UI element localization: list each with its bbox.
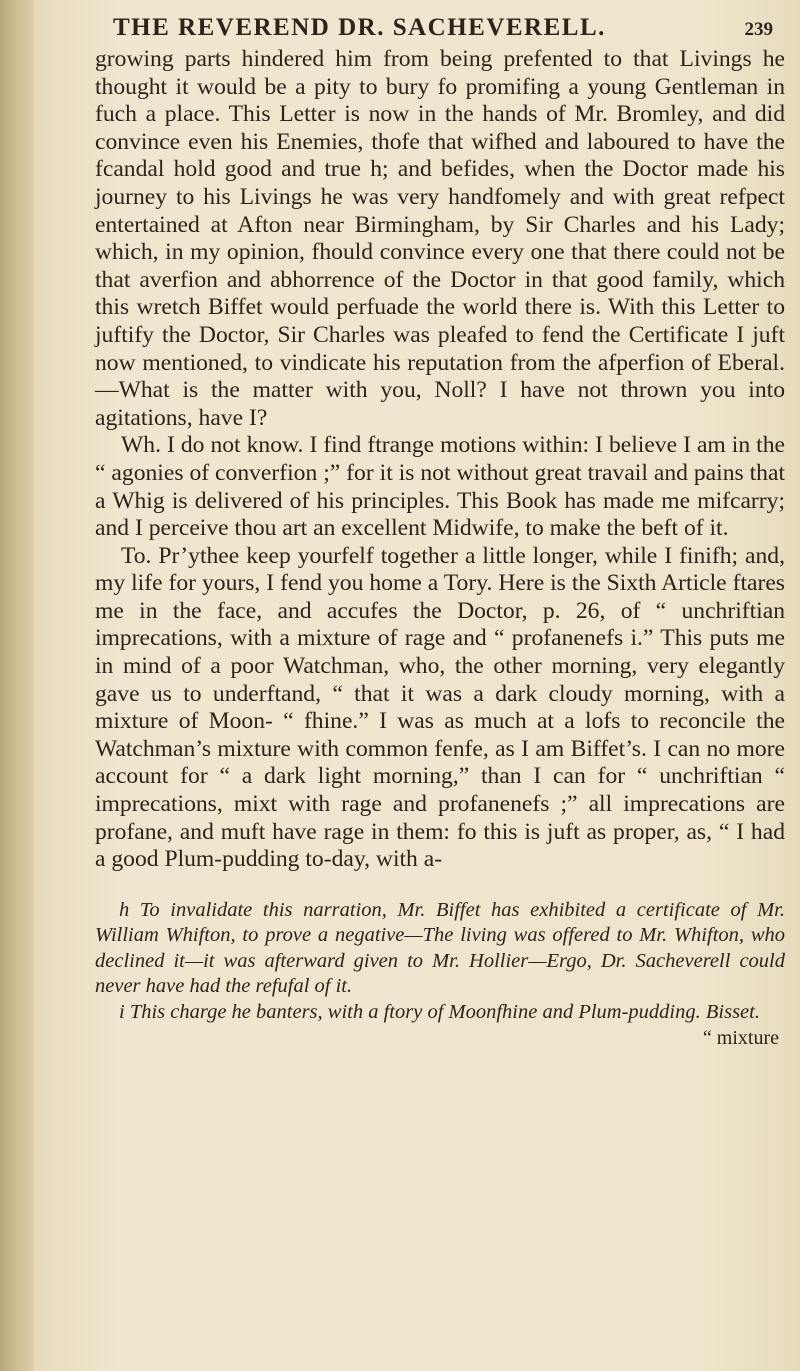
- main-text: [95, 46, 785, 874]
- page-number: 239: [744, 19, 773, 40]
- catchword: “ mixture: [702, 1027, 779, 1050]
- paragraph: Wh. I do not know. I find ftrange motions within: I believe I am in the “ agonies of converfion ;” for it is not without great travail and pains that a Whig is delivered of his principles. This Book has made me mifcarry; and I perceive thou art an excellent Midwife, to make the beft of it.: [95, 432, 785, 542]
- page-content: [95, 14, 785, 1050]
- paragraph: growing parts hindered him from being prefented to that Livings he thought it would be a pity to bury fo promifing a young Gentleman in fuch a place. This Letter is now in the hands of Mr. Bromley, and did convince even his Enemies, thofe that wifhed and laboured to have the fcandal hold good and true h; and befides, when the Doctor made his journey to his Livings he was very handfomely and with great refpect entertained at Afton near Birmingham, by Sir Charles and his Lady; which, in my opinion, fhould convince every one that there could not be that averfion and abhorrence of the Doctor in that good family, which this wretch Biffet would perfuade the world there is. With this Letter to juftify the Doctor, Sir Charles was pleafed to fend the Certificate I juft now mentioned, to vindicate his reputation from the afperfion of Eberal.—What is the matter with you, Noll? I have not thrown you into agitations, have I?: [95, 46, 785, 431]
- running-head: [113, 14, 773, 42]
- paragraph: To. Pr’ythee keep yourfelf together a little longer, while I finifh; and, my life for yours, I fend you home a Tory. Here is the Sixth Article ftares me in the face, and accufes the Doctor, p. 26, of “ unchriftian imprecations, with a mixture of rage and “ profanenefs i.” This puts me in mind of a poor Watchman, who, the other morning, very elegantly gave us to underftand, “ that it was a dark cloudy morning, with a mixture of Moon- “ fhine.” I was as much at a lofs to reconcile the Watchman’s mixture with common fenfe, as I am Biffet’s. I can no more account for “ a dark light morning,” than I can for “ unchriftian “ imprecations, mixt with rage and profanenefs ;” all imprecations are profane, and muft have rage in them: fo this is juft as proper, as, “ I had a good Plum-pudding to-day, with a-: [95, 542, 785, 873]
- running-title: THE REVEREND DR. SACHEVERELL.: [113, 14, 606, 41]
- footnote-i: i This charge he banters, with a ftory of Moonfhine and Plum-pudding. Bisset.: [119, 1000, 760, 1023]
- footnotes: [95, 898, 785, 1026]
- footnote-separator: [95, 874, 785, 898]
- footnote-h: h To invalidate this narration, Mr. Biffet has exhibited a certificate of Mr. William Whifton, to prove a negative—The living was offered to Mr. Whifton, who declined it—it was afterward given to Mr. Hollier—Ergo, Dr. Sacheverell could never have had the refufal of it.: [95, 898, 785, 998]
- page-gutter: [0, 0, 34, 1371]
